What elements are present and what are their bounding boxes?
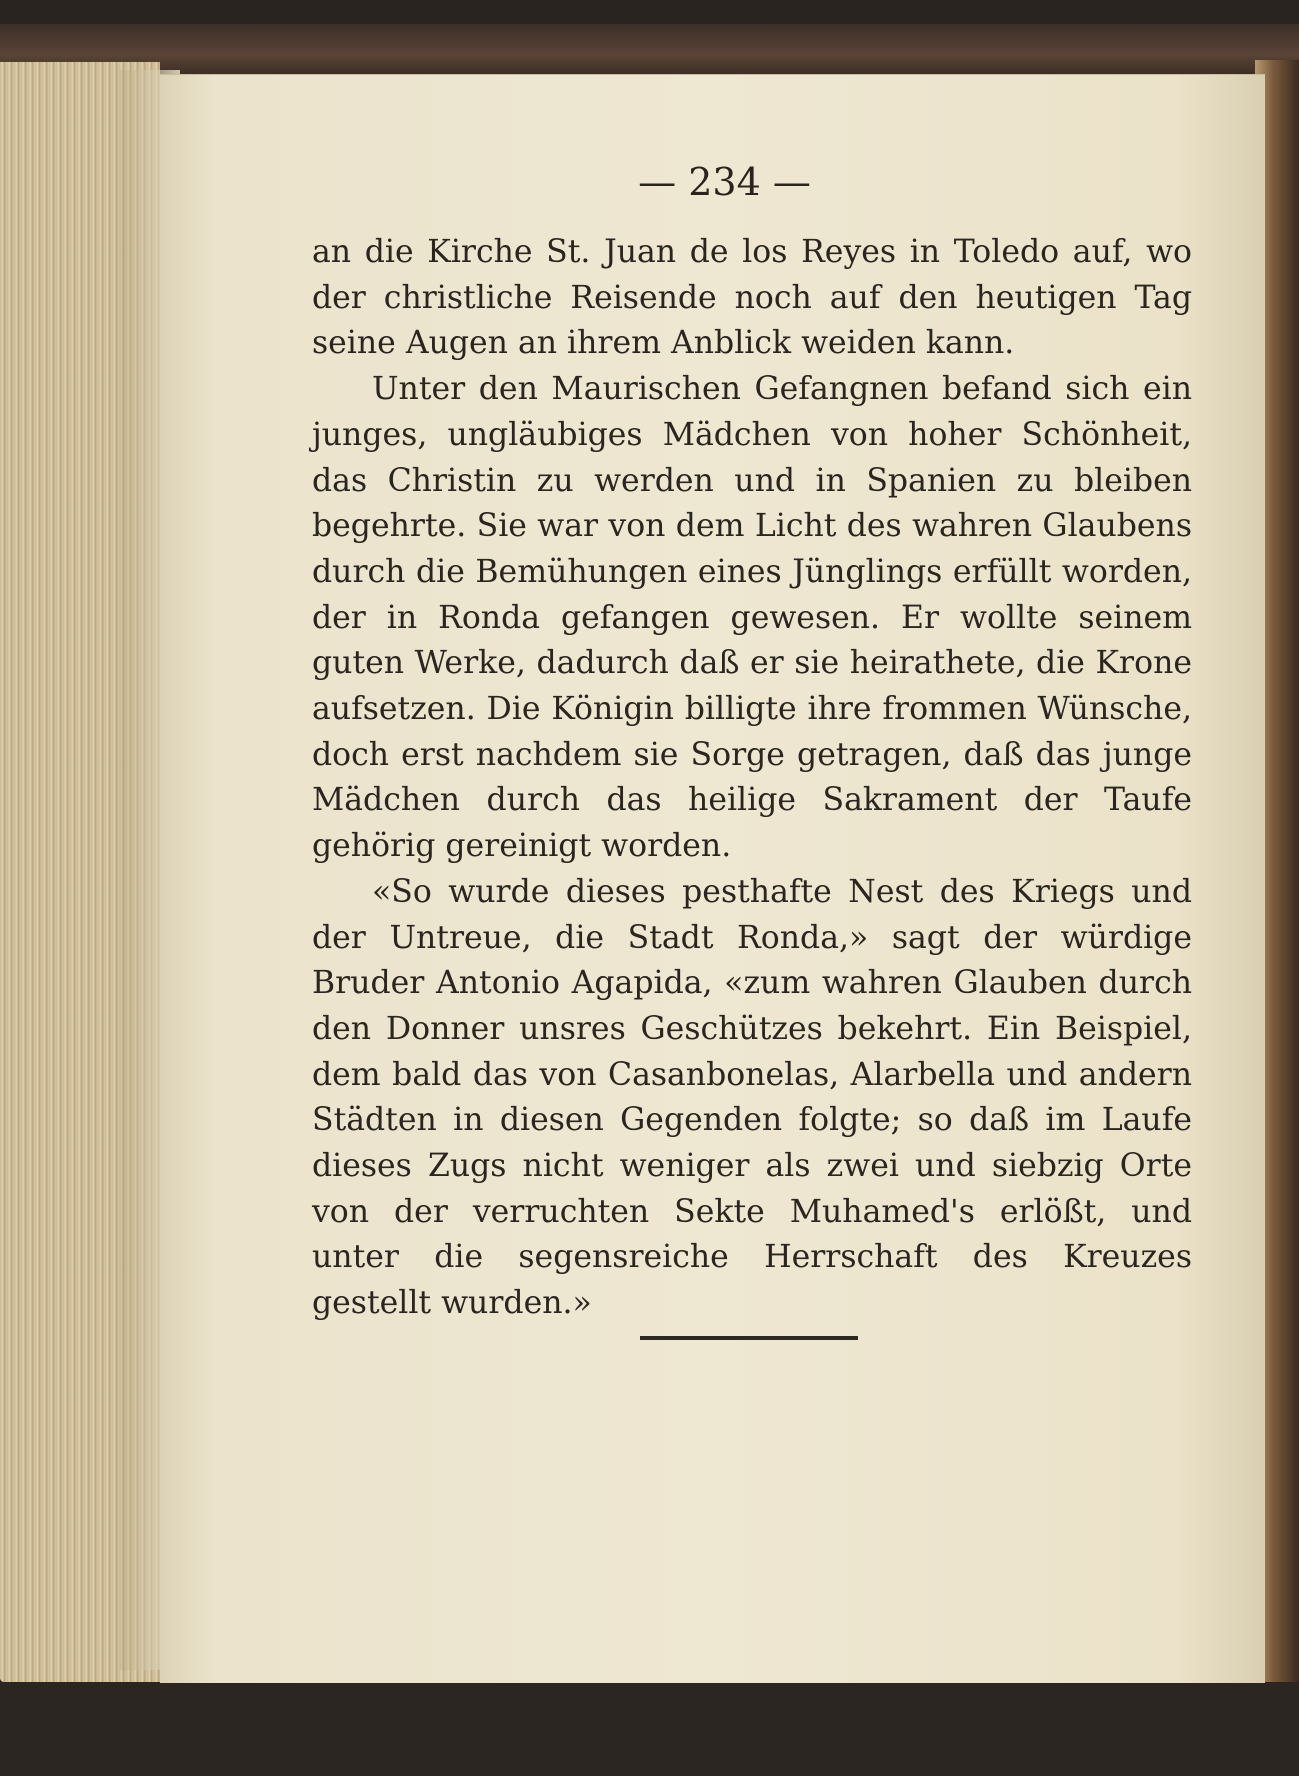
page-body [312, 230, 1192, 1327]
bottom-background [0, 1682, 1299, 1776]
page-number-header: — 234 — [638, 160, 811, 204]
paragraph-3: «So wurde dieses pesthafte Nest des Kriegs und der Untreue, die Stadt Ronda,» sagt der würdige Bruder Antonio Agapida, «zum wahren Glauben durch den Donner unsres Geschützes bekehrt. Ein Beispiel, dem bald das von Casanbonelas, Alarbella und andern Städten in diesen Gegenden folgte; so daß im Laufe dieses Zugs nicht weniger als zwei und siebzig Orte von der verruchten Sekte Muhamed's erlößt, und unter die segensreiche Herrschaft des Kreuzes gestellt wurden.» [312, 873, 1192, 1322]
paragraph-1: an die Kirche St. Juan de los Reyes in Toledo auf, wo der christliche Reisende noch auf den heutigen Tag seine Augen an ihrem Anblick weiden kann. [312, 234, 1192, 362]
book-cover-edge [0, 24, 1299, 76]
end-rule [640, 1336, 858, 1340]
paragraph-2: Unter den Maurischen Gefangnen befand sich ein junges, ungläubiges Mädchen von hoher Schönheit, das Christin zu werden und in Spanien zu bleiben begehrte. Sie war von dem Licht des wahren Glaubens durch die Bemühungen eines Jünglings erfüllt worden, der in Ronda gefangen gewesen. Er wollte seinem guten Werke, dadurch daß er sie heirathete, die Krone aufsetzen. Die Königin billigte ihre frommen Wünsche, doch erst nachdem sie Sorge getragen, daß das junge Mädchen durch das heilige Sakrament der Taufe gehörig gereinigt worden. [312, 371, 1192, 865]
